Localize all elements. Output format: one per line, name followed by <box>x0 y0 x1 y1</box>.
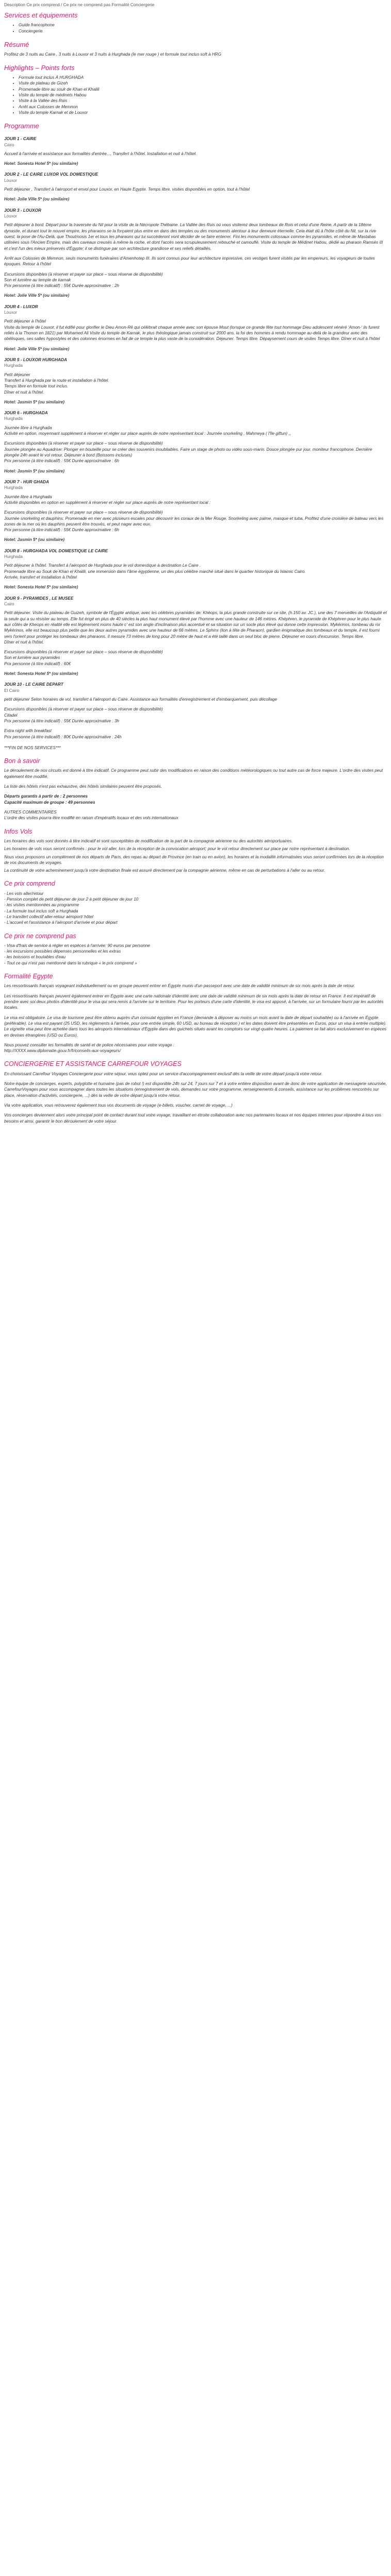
infos-vols-section <box>4 827 387 874</box>
formalite-link-para[interactable]: Nous pouvez consulter les formalités de santé et de police nécessaires pour votre voyage : http://XXXX.www.diplomatie.gouv.fr/fr/conseils-aux-voyageurs/ <box>4 1042 174 1054</box>
highlight-item: • Visite de plateau de Gizeh <box>19 80 387 86</box>
programme-day <box>4 136 387 166</box>
prix-comprend-item: - les visites mentionnées au programme <box>4 903 79 908</box>
conciergerie-heading: CONCIERGERIE ET ASSISTANCE CARREFOUR VOYAGES <box>4 1060 182 1068</box>
day-title: JOUR 6 - HURGHADA <box>4 411 48 416</box>
day-city: Louxor <box>4 214 18 218</box>
infos-vols-heading: Infos Vols <box>4 827 32 835</box>
day-city: Hurghada <box>4 416 23 421</box>
infos-vols-para: Les horaires des vols sont donnés à titre indicatif et sont susceptibles de modification de la part de la compagnie aérienne ou des autorités aéroportuaires. <box>4 838 293 843</box>
programme-day <box>4 682 387 740</box>
bon-savoir-para: La liste des hôtels n'est pas exhaustive, des hôtels similaires peuvent être proposés. <box>4 784 162 789</box>
programme-heading: Programme <box>4 122 39 130</box>
programme-day <box>4 304 387 352</box>
day-hotel: Hotel: Jolie Ville 5* (ou similaire) <box>4 197 70 202</box>
formalite-heading: Formalité Egypte <box>4 973 53 980</box>
prix-comprend-heading: Ce prix comprend <box>4 880 55 888</box>
day-paragraph: Accueil à l'arrivée et assistance aux formalités d'entrée..., Transfert à l'hôtel. Installation et nuit à l'hôtel. <box>4 151 197 156</box>
services-section <box>4 11 387 34</box>
day-hotel: Hotel: Jasmin 5* (ou similaire) <box>4 537 64 543</box>
depart-garanti: Départs garantis à partir de : 2 personnes <box>4 794 88 799</box>
services-list <box>4 22 387 34</box>
day-paragraph: petit déjeuner Selon horaires de vol, transfert à l'aéroport du Caire. Assistance aux formalités d'enregistrement et d'embarquement, puis décollage <box>4 697 278 702</box>
bon-savoir-section <box>4 757 387 821</box>
day-hotel: Hotel: Sonesta Hotel 5* (ou similaire) <box>4 671 78 676</box>
day-paragraph: Petit déjeuner à bord. Départ pour la traversée du Nil pour la visite de la Nécropole Thébaine. La Vallée des Rois où vous visiterez deux tombeaux de Rois et celui d'une Reine. A partir de la 18ème dynastie, et durant tout le nouvel empire, les pharaons se la forçaient plus entre en dans des temples ou des monuments alentour à leur demeure éternelle. Cela était dû à l'hôte côté du Nil, sur la rive ouest, la pose de l'Au-Delà, que Thoutmosis 1er et tous les pharaons qui lui succéderont vont décider de se faire enterrer. Fini les monuments colossaux comme les pyramides, et même de Mastabas utilisées sous l'Ancien Empire, mais des caveaux creusés à même la roche, et dont l'accès sera scrupuleusement rebouché et camouflé. Visite du temple de Médinet Habou, dédié au pharaon Ramsès III et c'est l'un des mieux préservés d'Égypte; il se distingue par son architecture grandiose et ses reliefs détaillés. <box>4 223 383 251</box>
day-title: JOUR 4 - LUXOR <box>4 304 38 309</box>
day-paragraph: Journée libre à Hurghada Activité disponibles en option en supplément à réserver et régler sur place auprès de notre représentant local : <box>4 494 211 505</box>
page <box>0 0 391 1124</box>
autres-commentaires-text: L'ordre des visites pourra être modifié en raison d'impératifs locaux et des vols internationaux <box>4 816 178 821</box>
day-hotel: Hotel: Jolie Ville 5* (ou similaire) <box>4 293 70 298</box>
programme-day <box>4 596 387 677</box>
conciergerie-para: Notre équipe de concierges, experts, polyglotte et humaine (pas de robot !) est disponible 24h sur 24, 7 jours sur 7 et à votre entière disposition avant de donc de votre application de messagerie sécurisée, CarrefourVoyages pour vous accompagner dans toutes les situations (enregistrement de vols, demandes sur votre programme, renseignements & conseils, assistance sur les problèmes rencontrés sur place, réservation d'activités, conciergerie, ...) dès la veille de votre départ jusqu'à votre retour. <box>4 1081 387 1098</box>
day-title: JOUR 2 - LE CAIRE LUXOR VOL DOMESTIQUE <box>4 172 99 177</box>
day-paragraph: Excursions disponibles (à réserver et payer sur place – sous réserve de disponibilité) Citadel Prix personne (à titre indicatif) : 55€ Durée approximative : 3h <box>4 707 163 723</box>
highlight-item: • Formule tout inclus À HURGHADA <box>19 75 387 80</box>
services-item: • Conciergerie <box>19 28 387 34</box>
day-city: Cairo <box>4 142 14 147</box>
day-city: Cairo <box>4 601 14 606</box>
day-title: JOUR 1 - CAIRE <box>4 137 37 142</box>
programme-end-marker: ***FIN DE NOS SERVICES*** <box>4 745 61 750</box>
day-paragraph: Journée libre à Hurghada Activité en option, moyennant supplément à réserver et régler sur place auprès de notre représentant local : Journée snorkeling , Mahmeya ( l'île giftun) ,, <box>4 425 291 436</box>
day-title: JOUR 10 - LE CAIRE DEPART <box>4 682 63 687</box>
infos-vols-para: Les horaires de vols vous seront confirmés : pour le vol aller, lors de la réception de la convocation aéroport; pour le vol retour directement sur place par notre représentant à destination. <box>4 846 350 852</box>
services-item: • Guide francophone <box>19 22 387 28</box>
day-title: JOUR 7 - HUR GHADA <box>4 479 49 484</box>
day-city: Louxor <box>4 178 18 183</box>
prix-ne-comprend-section <box>4 932 387 967</box>
autres-commentaires-heading: AUTRES COMMENTAIRES <box>4 810 57 815</box>
prix-comprend-item: - L'accueil et l'assistance à l'aéroport d'arrivée et pour départ <box>4 920 118 925</box>
day-paragraph: Petit déjeuner à l'hôtel Visite du temple de Louxor, il fut édifié pour glorifier le Dieu Amon-Rê qui célébrait chaque année avec son épouse Mout (lorsque ce grande fête tout hommage Dieu adolescent vénéré 'Amon-' ils furent reliés à la Thonon en 1821) par Mohamed Ali Visite du temple de Karnak, le plus théologique jamais construit sur 2000 ans, la foi des hommes à rendu hommage au-delà de la grandeur avec des obélisques, ses salles hypostyles et des colonnes énormes en fait de ce temple la plus vaste de la considération. Déjeuner. Temps libre. Dépaysement cours de visites Temps libre. Dîner et nuit à l'hôtel <box>4 319 380 342</box>
highlights-heading: Highlights – Points forts <box>4 64 75 72</box>
programme-day <box>4 172 387 202</box>
resume-text: Profitez de 3 nuits au Caire , 3 nuits à Louxor et 3 nuits à Hurghada (le mer rouge ) et formule tout inclus soft à HRG <box>4 52 221 57</box>
highlights-list <box>4 75 387 115</box>
day-hotel: Hotel: Jasmin 5* (ou similaire) <box>4 468 64 473</box>
day-hotel: Hotel: Sonesta Hotel 5* (ou similaire) <box>4 585 78 590</box>
day-paragraph: Excursions disponibles (à réserver et payer sur place – sous réserve de disponibilité) Son et lumière aux pyramides Prix personne (à titre indicatif) : 60€ <box>4 650 163 666</box>
day-paragraph: Petit déjeuner à l'hôtel. Transfert à l'aéroport de Hurghada pour le vol domestique à destination Le Caire . Promenade libre au Souk de Khan el Khalili, une immersion dans l'âme égyptienne, un des plus célèbre marché situé dans le quartier historique du Islamic Cairo. Arrivée, transfert et installation à l'hôtel <box>4 563 306 580</box>
day-paragraph: Arrêt aux Colosses de Memnon, seuls monuments funéraires d'Amenhotep III. Ils sont connus pour leur architecture impressive, ces vestiges furent visités par les empereurs, les voyageurs de toutes époques. Retour à l'hôtel <box>4 256 375 267</box>
day-title: JOUR 5 - LOUXOR HURGHADA <box>4 357 67 362</box>
formalite-para: Le visa est obligatoire. Le visa de tourisme peut être obtenu auprès d'un consulat égyptien en France (demande à déposer au moins un mois avant la date de départ souhaitée) ou à l'arrivée en Égypte (préférable). Le visa est payant (25 USD, les règlements à l'arrivée, pour une entrée simple, 60 USD, au bureau de réception ) et les dates doivent être présentées en Euros, pour un visa à entrée multiple). Le vignette visa peut être achetée dans tous les aéroports internationaux d'Égypte dans des guichets situés avant les comptoirs sur vingt-quatre heures. La paiement se fait alors exclusivement en espèces en devises étrangères (USD ou Euros). <box>4 1015 387 1038</box>
prix-comprend-item: - Pension complet de petit déjeuner de jour 2 à petit déjeuner de jour 10 <box>4 897 139 902</box>
formalite-para: Les ressortissants français peuvent également entrer en Égypte avec une carte nationale d'identité avec une date de validité minimum de six mois après la date de retour en France. Il est impératif de prendre avec soi deux photos d'identité pour le visa qui sera remis à l'arrivée sur le territoire. Pour les porteurs d'une carte d'identité, le visa est apposé, à l'arrivée, sur un formulaire fourni par les autorités locales. <box>4 993 384 1010</box>
prix-ne-comprend-item: - les boissons et boutables d'eau <box>4 955 66 960</box>
day-paragraph: Excursions disponibles (à réserver et payer sur place – sous réserve de disponibilité) Journée snorkeling et dauphins: Promenade en mer avec plusieurs escales pour découvrir les coraux de la Mer Rouge. Snorkeling avec palme, masque et tuba. Profitez d'une croisière de bateau vers les zones de la mer où les dauphins peuvent être trouvés, et peut nager avec eux. Prix personne (à titre indicatif) : 55€ Durée approximative : 6h <box>4 510 384 533</box>
infos-vols-para: La continuité de votre acheminement jusqu'à votre destination finale est assuré directement par la compagnie aérienne, même en cas de perturbations à l'aller ou au retour. <box>4 868 325 873</box>
day-city: El Cairo <box>4 688 20 693</box>
prix-comprend-section <box>4 879 387 925</box>
day-paragraph: Extra night with breakfast Prix personne (à titre indicatif) : 80€ Durée approximative : 24h <box>4 728 122 739</box>
conciergerie-para: En choisissant Carrefour Voyages Conciergerie pour votre séjour, vous optez pour un service d'accompagnement exclusif dès la veille de votre départ jusqu'à votre retour. <box>4 1071 323 1076</box>
day-paragraph: Excursions disponibles (à réserver et payer sur place – sous réserve de disponibilité) Son et lumière au temple de karnak Prix personne (à titre indicatif) : 55€ Durée approximative : 2h <box>4 272 163 289</box>
prix-comprend-item: - Les vols aller/retour <box>4 891 44 896</box>
formalite-para: Les ressortissants français voyageant individuellement ou en groupe peuvent entrer en Égypte munis d'un passeport avec une date de validité minimum de six mois après la date de retour. <box>4 984 355 989</box>
capacite-max: Capacité maximum de groupe : 49 personnes <box>4 800 95 805</box>
highlight-item: • Visite du temple Karnak et de Louxor <box>19 110 387 115</box>
day-city: Hurghada <box>4 485 23 490</box>
day-paragraph: Excursions disponibles (à réserver et payer sur place – sous réserve de disponibilité) Journée plongée au Aquadrive: Plonger en bouteille pour se créer des souvenirs inoubliables. Faire un stage de photo ou vidéo sous-marin. Douce plongée pur jour, moniteur francophone. Dernière plongée 24h avant le vol retour. Déjeuner à bord (Boissons incluses) Prix personne (à titre indicatif) : 55€ Durée approximative : 6h <box>4 441 372 464</box>
prix-ne-comprend-item: - Tout ce qui n'est pas mentionné dans la rubrique « le prix comprend » <box>4 960 137 965</box>
highlight-item: • Arrêt aux Colosses de Memnon <box>19 104 387 110</box>
infos-vols-para: Nous vous proposons un complément de nos départs de Paris, des repas au départ de Province (en train ou en avion), les horaires et la modalité informatisées vous seront confirmées lors de la réception de vos documents de voyages. <box>4 854 384 865</box>
highlights-section <box>4 63 387 115</box>
bon-savoir-para: Le déroulement de nos circuits est donné à titre indicatif. Ce programme peut subir des modifications en raison des conditions météorologiques ou tout autre cas de force majeure. L'ordre des visites peut également être modifié. <box>4 768 383 779</box>
day-city: Hurghada <box>4 554 23 560</box>
highlight-item: • Visite à la Vallée des Rois <box>19 98 387 104</box>
bon-savoir-heading: Bon à savoir <box>4 757 40 765</box>
programme-section <box>4 122 387 751</box>
day-hotel: Hotel: Sonesta Hotel 5* (ou similaire) <box>4 161 78 166</box>
day-title: JOUR 3 - LOUXOR <box>4 208 41 213</box>
day-paragraph: Petit déjeuner , Transfert à l'aéroport et envol pour Louxor, en Haute Egypte. Temps libre, visites disponibles en option, tout à l'hôtel <box>4 187 250 192</box>
formalite-section <box>4 972 387 1054</box>
programme-day <box>4 208 387 299</box>
prix-ne-comprend-item: - Visa d'frais de service à régler en espèces à l'arrivée: 90 euros par personne <box>4 943 150 948</box>
day-title: JOUR 8 - HURGHADA VOL DOMESTIQUE LE CAIRE <box>4 548 108 553</box>
resume-heading: Résumé <box>4 40 29 48</box>
programme-day <box>4 410 387 474</box>
prix-ne-comprend-item: - les excursions possibles dépenses personnelles et les extras <box>4 949 121 954</box>
services-heading: Services et équipements <box>4 11 78 20</box>
programme-days <box>4 136 387 740</box>
top-tabs-line: Description Ce prix comprend / Ce prix ne comprend pas Formalité Conciergerie <box>4 3 155 7</box>
conciergerie-para: Via votre application, vous retrouverez également tous vos documents de voyage (e-billets, voucher, carnet de voyage, ...) <box>4 1103 233 1108</box>
day-city: Louxor <box>4 310 18 315</box>
day-hotel: Hotel: Jolie Ville 5* (ou similaire) <box>4 346 70 351</box>
day-title: JOUR 9 - PYRAMIDES , LE MUSEE <box>4 596 74 601</box>
programme-day <box>4 357 387 405</box>
day-paragraph: Petit déjeuner. Visite du plateau de Guizeh, symbole de l'Égypte antique, avec les célèbres pyramides de: Khéops, la plus grande construite sur ce site, (h.150 av. JC.), une des 7 merveilles de l'Antiquité et la seule qui a su résister au temps. Elle fut érigé en plus de 40 siècles la plus haut monument élevé par l'homme avec une hauteur de 146 mètres. Khéphren, le pyramide de Khéphren pour le plus haute aux côtés de Kheops en réalité elle est légèrement moins haute c' est son angle d'inclinaison plus accentué et sa situation sur un socle plus élevé qui donne cette impression. Mykérinos, tombeau du roi Mykérinos, elle est beaucoup plus petite que les deux autres pyramides avec une hauteur de 66 mètres. Le Sphinx (lion à tête de Pharaon), gardien énigmatique des tombeaux et du temple, il est fourni vers l'orient pour protéger les tombeaux des pharaons. Il mesure 73 mètres de long pour 20 mètre de haut et a été taillé dans un seul bloc de pierre. Déjeuner en cours d'excursion. Temps libre. Dîner et nuit à l'hôtel. <box>4 611 387 645</box>
prix-comprend-item: - Le transfert collectif aller-retour aéroport/ hôtel <box>4 914 93 919</box>
day-paragraph: Petit déjeuner Transfert à Hurghada par la route et installation à l'hôtel. Temps libre en formule tout inclus. Dîner et nuit à l'hôtel. <box>4 372 109 395</box>
prix-comprend-item: - La formule tout inclus soft a Hurghada <box>4 908 78 913</box>
programme-day <box>4 548 387 590</box>
highlight-item: • Visite du temple de médinets Habou <box>19 92 387 98</box>
conciergerie-para: Vos concierges deviennent alors votre principal point de contact durant tout votre voyage, travaillant en étroite collaboration avec nos partenaires locaux et nos équipes internes pour répondre à tous vos besoins et ainsi, garantir le bon déroulement de votre séjour. <box>4 1113 382 1124</box>
prix-ne-comprend-heading: Ce prix ne comprend pas <box>4 932 76 940</box>
day-hotel: Hotel: Jasmin 5* (ou similaire) <box>4 399 64 404</box>
programme-day <box>4 479 387 543</box>
day-city: Hurghada <box>4 363 23 368</box>
resume-section <box>4 40 387 57</box>
conciergerie-section <box>4 1060 387 1124</box>
highlight-item: • Promenade libre au souk de Khan el Khalili <box>19 87 387 92</box>
